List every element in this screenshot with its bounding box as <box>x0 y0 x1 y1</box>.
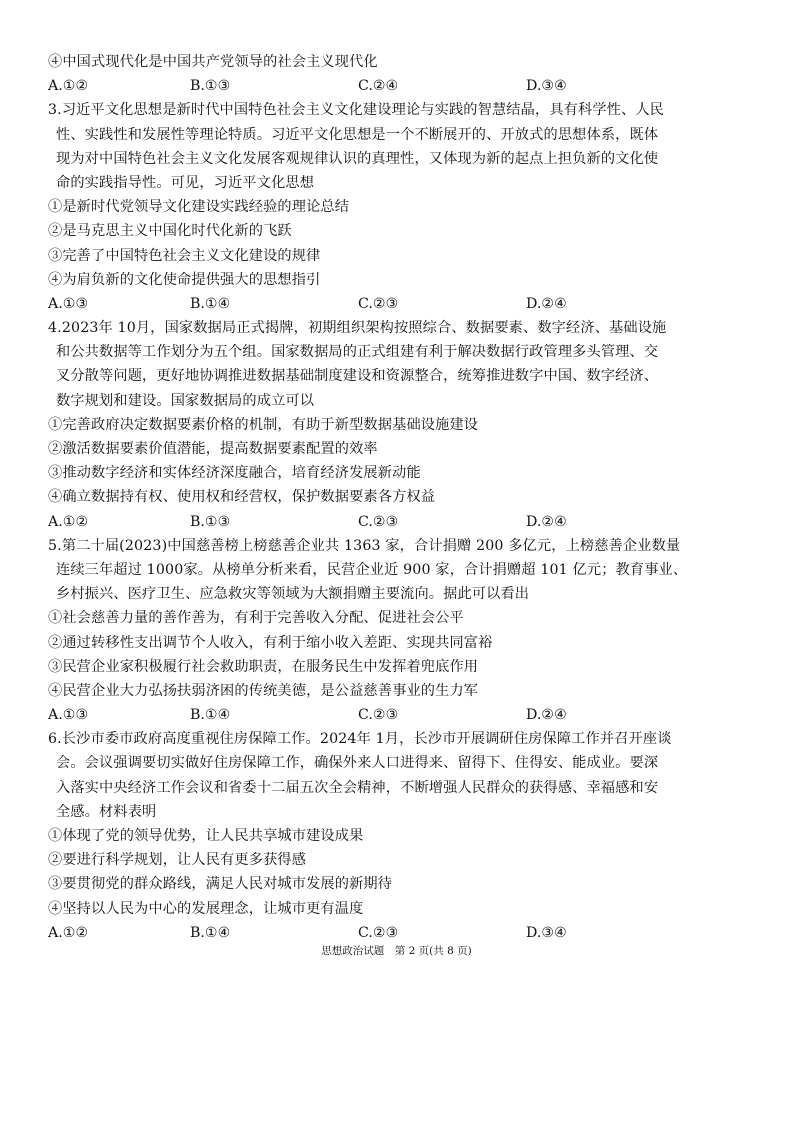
q6-option-2: ②要进行科学规划，让人民有更多获得感 <box>48 852 307 869</box>
q3-option-3: ③完善了中国特色社会主义文化建设的规律 <box>48 247 321 264</box>
page-content <box>48 50 748 945</box>
q3-option-4: ④为肩负新的文化使命提供强大的思想指引 <box>48 271 321 288</box>
q4-stem-line: 4.2023年 10月，国家数据局正式揭牌，初期组织架构按照综合、数据要素、数字经济、基础设施 <box>48 320 667 337</box>
q3-stem-line: 性、实践性和发展性等理论特质。习近平文化思想是一个不断展开的、开放式的思想体系，既体 <box>56 126 659 143</box>
q3-choice-a: A.①③ <box>48 295 89 312</box>
q5-choices <box>48 703 748 727</box>
question-5 <box>48 534 748 728</box>
q5-option-3: ③民营企业家积极履行社会救助职责，在服务民生中发挥着兜底作用 <box>48 658 479 675</box>
q6-stem-line: 入落实中央经济工作会议和省委十二届五次全会精神，不断增强人民群众的获得感、幸福感和安 <box>56 779 659 796</box>
q6-stem <box>48 727 748 824</box>
q3-stem-line: 现为对中国特色社会主义文化发展客观规律认识的真理性，又体现为新的起点上担负新的文化使 <box>56 150 659 167</box>
q4-option-1: ①完善政府决定数据要素价格的机制，有助于新型数据基础设施建设 <box>48 416 479 433</box>
q4-choices <box>48 510 748 534</box>
q6-stem-line: 会。会议强调要切实做好住房保障工作，确保外来人口进得来、留得下、住得安、能成业。要深 <box>56 755 659 772</box>
question-6 <box>48 727 748 945</box>
page-footer: 思想政治试题 第 2 页(共 8 页) <box>321 945 472 957</box>
q3-stem-line: 3.习近平文化思想是新时代中国特色社会主义文化建设理论与实践的智慧结晶，具有科学性、人民 <box>48 102 665 119</box>
question-3 <box>48 98 748 316</box>
q3-option-2: ②是马克思主义中国化时代化新的飞跃 <box>48 223 292 240</box>
q5-stem-line: 乡村振兴、医疗卫生、应急救灾等领域为大额捐赠主要流向。据此可以看出 <box>56 586 530 603</box>
q2-choice-d: D.③④ <box>526 78 567 95</box>
q3-stem-line: 命的实践指导性。可见，习近平文化思想 <box>56 174 315 191</box>
q2-choice-b: B.①③ <box>190 78 231 95</box>
q6-option-4: ④坚持以人民为中心的发展理念，让城市更有温度 <box>48 900 364 917</box>
q5-choice-d: D.②④ <box>526 707 567 724</box>
q4-option-3: ③推动数字经济和实体经济深度融合，培育经济发展新动能 <box>48 465 421 482</box>
q4-stem-line: 叉分散等问题，更好地协调推进数据基础制度建设和资源整合，统筹推进数字中国、数字经济、 <box>56 368 659 385</box>
q2-choice-c: C.②④ <box>358 78 399 95</box>
q6-option-1: ①体现了党的领导优势，让人民共享城市建设成果 <box>48 828 364 844</box>
q2-choices <box>48 74 748 98</box>
q5-choice-b: B.①④ <box>190 707 231 724</box>
q5-option-4: ④民营企业大力弘扬扶弱济困的传统美德，是公益慈善事业的生力军 <box>48 682 479 699</box>
q6-option-3: ③要贯彻党的群众路线，满足人民对城市发展的新期待 <box>48 876 393 893</box>
q3-choices <box>48 292 748 316</box>
q5-option-1: ①社会慈善力量的善作善为，有利于完善收入分配、促进社会公平 <box>48 610 464 627</box>
q4-choice-a: A.①② <box>48 513 89 530</box>
q6-choice-c: C.②③ <box>358 924 399 941</box>
q6-choice-b: B.①④ <box>190 924 231 941</box>
q4-option-2: ②激活数据要素价值潜能，提高数据要素配置的效率 <box>48 441 378 457</box>
q3-stem <box>48 98 748 195</box>
q6-stem-line: 全感。材料表明 <box>56 803 157 820</box>
q5-stem <box>48 534 748 607</box>
q5-choice-c: C.②③ <box>358 707 399 724</box>
q4-option-4: ④确立数据持有权、使用权和经营权，保护数据要素各方权益 <box>48 489 436 506</box>
q5-choice-a: A.①③ <box>48 707 89 724</box>
q4-choice-b: B.①③ <box>190 513 231 530</box>
q2-option-4: ④中国式现代化是中国共产党领导的社会主义现代化 <box>48 54 378 70</box>
q5-stem-line: 5.第二十届(2023)中国慈善榜上榜慈善企业共 1363 家，合计捐赠 200 多亿元，上榜慈善企业数量 <box>48 537 681 554</box>
q2-choice-a: A.①② <box>48 78 89 95</box>
q3-option-1: ①是新时代党领导文化建设实践经验的理论总结 <box>48 199 350 216</box>
q6-choices <box>48 921 748 945</box>
q6-choice-d: D.③④ <box>526 924 567 941</box>
q5-option-2: ②通过转移性支出调节个人收入，有利于缩小收入差距、实现共同富裕 <box>48 634 493 651</box>
q5-stem-line: 连续三年超过 1000家。从榜单分析来看，民营企业近 900 家，合计捐赠超 101 亿元；教育事业、 <box>56 561 688 578</box>
q6-choice-a: A.①② <box>48 924 89 941</box>
q3-choice-b: B.①④ <box>190 295 231 312</box>
q3-choice-c: C.②③ <box>358 295 399 312</box>
q4-stem-line: 数字规划和建设。国家数据局的成立可以 <box>56 392 315 409</box>
q4-choice-c: C.②③ <box>358 513 399 530</box>
q4-choice-d: D.②④ <box>526 513 567 530</box>
question-2-tail <box>48 50 748 98</box>
q4-stem <box>48 316 748 413</box>
question-4 <box>48 316 748 534</box>
q3-choice-d: D.②④ <box>526 295 567 312</box>
q6-stem-line: 6.长沙市委市政府高度重视住房保障工作。2024年 1月，长沙市开展调研住房保障工作并召开座谈 <box>48 731 672 748</box>
q4-stem-line: 和公共数据等工作划分为五个组。国家数据局的正式组建有利于解决数据行政管理多头管理、交 <box>56 344 659 361</box>
